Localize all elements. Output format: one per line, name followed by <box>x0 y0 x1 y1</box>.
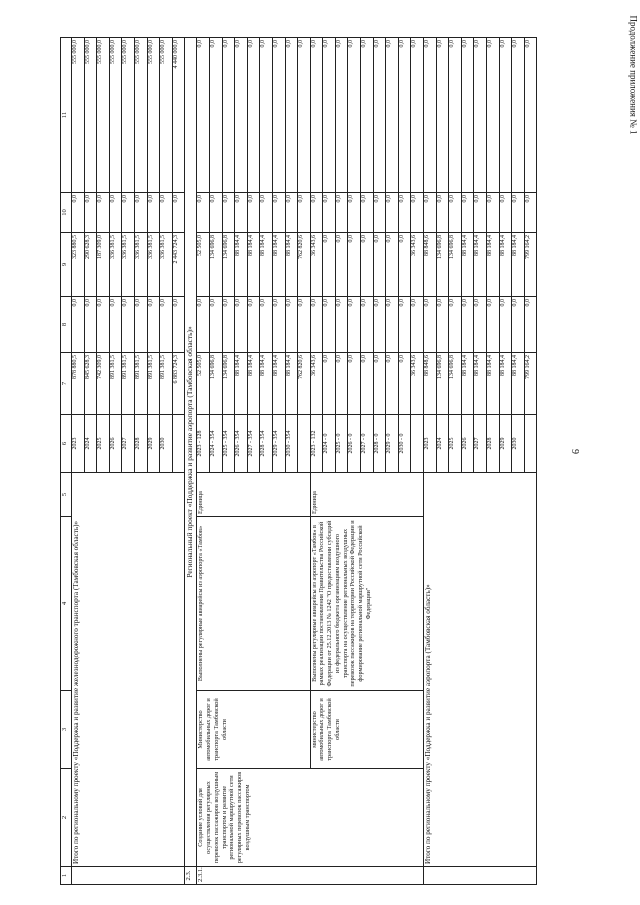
amount-cell: 0,0 <box>335 297 348 353</box>
year-cell: 2028 - 354 <box>260 415 273 473</box>
col-header: 2 <box>61 769 72 867</box>
amount-cell: 0,0 <box>361 193 374 233</box>
amount-cell: 0,0 <box>84 193 97 233</box>
amount-cell: 0,0 <box>84 297 97 353</box>
amount-cell: 0,0 <box>487 193 500 233</box>
year-cell: 2025 - 0 <box>335 415 348 473</box>
amount-cell: 36 343,6 <box>310 233 323 297</box>
amount-cell: 0,0 <box>474 38 487 193</box>
amount-cell: 0,0 <box>209 38 222 193</box>
amount-cell: 88 184,4 <box>487 353 500 415</box>
amount-cell: 88 184,4 <box>461 233 474 297</box>
amount-cell: 0,0 <box>386 38 399 193</box>
amount-cell: 0,0 <box>235 38 248 193</box>
amount-cell: 0,0 <box>373 297 386 353</box>
empty-cell <box>424 867 537 885</box>
amount-cell: 134 696,8 <box>449 233 462 297</box>
amount-cell: 891 381,5 <box>134 353 147 415</box>
amount-cell: 0,0 <box>323 193 336 233</box>
amount-cell: 0,0 <box>348 193 361 233</box>
amount-cell: 0,0 <box>398 193 411 233</box>
year-cell: 2029 <box>147 415 160 473</box>
amount-cell: 0,0 <box>260 297 273 353</box>
amount-cell: 88 184,4 <box>487 233 500 297</box>
item-row <box>197 38 210 885</box>
amount-cell: 0,0 <box>461 38 474 193</box>
amount-cell: 0,0 <box>323 353 336 415</box>
amount-cell: 0,0 <box>348 38 361 193</box>
year-cell: 2027 <box>122 415 135 473</box>
amount-cell: 0,0 <box>272 297 285 353</box>
amount-cell: 0,0 <box>209 297 222 353</box>
amount-cell: 36 343,6 <box>411 233 424 297</box>
amount-cell: 0,0 <box>197 38 210 193</box>
amount-cell: 88 184,4 <box>260 233 273 297</box>
amount-cell: 134 696,8 <box>209 353 222 415</box>
amount-cell: 0,0 <box>436 297 449 353</box>
amount-cell: 762 820,6 <box>298 353 311 415</box>
amount-cell: 36 343,6 <box>310 353 323 415</box>
amount-cell: 555 000,0 <box>84 38 97 193</box>
document-sheet <box>60 38 605 885</box>
amount-cell: 555 000,0 <box>160 38 173 193</box>
year-cell: 2025 - 354 <box>222 415 235 473</box>
amount-cell: 0,0 <box>72 297 85 353</box>
amount-cell: 0,0 <box>424 193 437 233</box>
amount-cell: 0,0 <box>285 38 298 193</box>
amount-cell: 0,0 <box>386 353 399 415</box>
amount-cell: 0,0 <box>411 193 424 233</box>
col-header: 7 <box>61 353 72 415</box>
year-cell: 2025 <box>97 415 110 473</box>
year-cell: 2023 <box>424 415 437 473</box>
amount-cell: 555 000,0 <box>147 38 160 193</box>
amount-cell: 0,0 <box>461 193 474 233</box>
amount-cell: 891 381,5 <box>160 353 173 415</box>
item-name: Создание условий для осуществления регулярных перевозок пассажиров воздушным транспортом и развитие региональной маршрутной сети регулярных перевозок пассажиров воздушным транспортом <box>197 769 424 867</box>
year-cell: 2026 - 0 <box>348 415 361 473</box>
year-cell: 2026 - 354 <box>235 415 248 473</box>
amount-cell: 336 381,5 <box>147 233 160 297</box>
amount-cell: 0,0 <box>147 193 160 233</box>
amount-cell: 336 381,5 <box>134 233 147 297</box>
year-cell: 2024 - 354 <box>209 415 222 473</box>
project-total-airport-label: Итого по региональному проекту «Поддержка и развитие аэропорта (Тамбовская область)» <box>424 473 537 867</box>
year-cell: 2028 <box>487 415 500 473</box>
year-cell: 2024 <box>84 415 97 473</box>
amount-cell: 0,0 <box>499 297 512 353</box>
amount-cell: 0,0 <box>524 38 537 193</box>
amount-cell: 555 000,0 <box>97 38 110 193</box>
col-header: 10 <box>61 193 72 233</box>
amount-cell: 0,0 <box>285 297 298 353</box>
year-cell: 2030 - 0 <box>398 415 411 473</box>
year-cell: 2026 <box>109 415 122 473</box>
amount-cell: 0,0 <box>235 297 248 353</box>
amount-cell: 0,0 <box>361 38 374 193</box>
amount-cell: 0,0 <box>348 297 361 353</box>
year-cell <box>411 415 424 473</box>
amount-cell: 0,0 <box>373 193 386 233</box>
column-number-row <box>61 38 72 885</box>
amount-cell: 88 184,4 <box>461 353 474 415</box>
amount-cell: 0,0 <box>499 193 512 233</box>
financing-table <box>60 37 537 885</box>
amount-cell: 88 184,4 <box>285 233 298 297</box>
amount-cell: 0,0 <box>97 193 110 233</box>
unit-cell: Единица <box>197 473 310 517</box>
amount-cell: 88 184,4 <box>474 233 487 297</box>
year-cell: 2030 - 354 <box>285 415 298 473</box>
amount-cell: 891 381,5 <box>147 353 160 415</box>
unit-cell: Единица <box>310 473 423 517</box>
result-cell: Выполнены регулярные авиарейсы из аэропорта «Тамбов» <box>197 517 310 691</box>
amount-cell: 0,0 <box>323 233 336 297</box>
year-cell: 2028 <box>134 415 147 473</box>
amount-cell: 52 505,0 <box>197 233 210 297</box>
amount-cell: 891 381,5 <box>109 353 122 415</box>
amount-cell: 0,0 <box>147 297 160 353</box>
amount-cell: 134 696,8 <box>436 353 449 415</box>
amount-cell: 323 880,5 <box>72 233 85 297</box>
amount-cell: 0,0 <box>272 38 285 193</box>
amount-cell: 0,0 <box>449 38 462 193</box>
amount-cell: 0,0 <box>172 193 185 233</box>
amount-cell: 555 000,0 <box>109 38 122 193</box>
section-number: 2.3. <box>185 867 197 885</box>
amount-cell: 0,0 <box>512 297 525 353</box>
amount-cell: 0,0 <box>222 38 235 193</box>
amount-cell: 0,0 <box>512 193 525 233</box>
amount-cell: 0,0 <box>398 297 411 353</box>
amount-cell: 0,0 <box>298 38 311 193</box>
amount-cell: 0,0 <box>436 38 449 193</box>
amount-cell: 742 309,0 <box>97 353 110 415</box>
year-cell <box>524 415 537 473</box>
amount-cell: 555 000,0 <box>122 38 135 193</box>
amount-cell: 0,0 <box>247 297 260 353</box>
amount-cell: 0,0 <box>361 297 374 353</box>
appendix-continuation-title: Продолжение приложения № 1 <box>628 15 639 135</box>
executor-cell: министерство автомобильных дорог и транспорта Тамбовской области <box>310 691 423 769</box>
amount-cell: 799 164,2 <box>524 233 537 297</box>
amount-cell: 0,0 <box>298 297 311 353</box>
amount-cell: 0,0 <box>323 297 336 353</box>
amount-cell: 134 696,8 <box>209 233 222 297</box>
project-total-railway-row <box>72 38 85 885</box>
amount-cell: 0,0 <box>160 297 173 353</box>
amount-cell: 0,0 <box>247 193 260 233</box>
section-header-row <box>185 38 197 885</box>
amount-cell: 0,0 <box>449 297 462 353</box>
amount-cell: 88 184,4 <box>260 353 273 415</box>
project-total-airport-row <box>424 38 437 885</box>
year-cell: 2025 <box>449 415 462 473</box>
year-cell: 2030 <box>160 415 173 473</box>
amount-cell: 134 696,8 <box>222 353 235 415</box>
amount-cell: 0,0 <box>373 233 386 297</box>
amount-cell: 52 505,0 <box>197 353 210 415</box>
amount-cell: 0,0 <box>386 297 399 353</box>
amount-cell: 0,0 <box>134 193 147 233</box>
amount-cell: 134 696,8 <box>436 233 449 297</box>
amount-cell: 0,0 <box>361 233 374 297</box>
empty-cell <box>72 867 185 885</box>
amount-cell: 0,0 <box>247 38 260 193</box>
amount-cell: 799 164,2 <box>524 353 537 415</box>
executor-cell: Министерство автомобильных дорог и транспорта Тамбовской области <box>197 691 310 769</box>
amount-cell: 88 184,4 <box>499 233 512 297</box>
amount-cell: 0,0 <box>398 38 411 193</box>
amount-cell: 0,0 <box>398 233 411 297</box>
page-number: 9 <box>569 449 580 454</box>
year-cell <box>172 415 185 473</box>
amount-cell: 36 343,6 <box>411 353 424 415</box>
col-header: 1 <box>61 867 72 885</box>
year-cell: 2024 <box>436 415 449 473</box>
amount-cell: 0,0 <box>411 297 424 353</box>
amount-cell: 0,0 <box>474 297 487 353</box>
amount-cell: 88 184,4 <box>499 353 512 415</box>
amount-cell: 0,0 <box>487 297 500 353</box>
amount-cell: 0,0 <box>348 233 361 297</box>
amount-cell: 0,0 <box>109 297 122 353</box>
amount-cell: 88 184,4 <box>235 353 248 415</box>
amount-cell: 0,0 <box>487 38 500 193</box>
amount-cell: 0,0 <box>235 193 248 233</box>
col-header: 9 <box>61 233 72 297</box>
amount-cell: 4 440 000,0 <box>172 38 185 193</box>
amount-cell: 0,0 <box>109 193 122 233</box>
amount-cell: 0,0 <box>386 193 399 233</box>
amount-cell: 88 184,4 <box>272 353 285 415</box>
amount-cell: 0,0 <box>222 193 235 233</box>
amount-cell: 187 309,0 <box>97 233 110 297</box>
amount-cell: 0,0 <box>310 193 323 233</box>
amount-cell: 0,0 <box>424 38 437 193</box>
col-header: 3 <box>61 691 72 769</box>
amount-cell: 0,0 <box>436 193 449 233</box>
year-cell: 2023 <box>72 415 85 473</box>
amount-cell: 0,0 <box>398 353 411 415</box>
amount-cell: 0,0 <box>134 297 147 353</box>
amount-cell: 0,0 <box>323 38 336 193</box>
amount-cell: 336 381,5 <box>160 233 173 297</box>
amount-cell: 555 000,0 <box>134 38 147 193</box>
amount-cell: 0,0 <box>335 353 348 415</box>
year-cell: 2027 <box>474 415 487 473</box>
year-cell: 2027 - 0 <box>361 415 374 473</box>
year-cell <box>298 415 311 473</box>
amount-cell: 0,0 <box>373 353 386 415</box>
amount-cell: 762 820,6 <box>298 233 311 297</box>
amount-cell: 0,0 <box>209 193 222 233</box>
amount-cell: 555 000,0 <box>72 38 85 193</box>
amount-cell: 0,0 <box>97 297 110 353</box>
amount-cell: 0,0 <box>386 233 399 297</box>
year-cell: 2027 - 354 <box>247 415 260 473</box>
col-header: 11 <box>61 38 72 193</box>
amount-cell: 88 184,4 <box>247 353 260 415</box>
amount-cell: 0,0 <box>197 193 210 233</box>
amount-cell: 0,0 <box>160 193 173 233</box>
amount-cell: 0,0 <box>335 193 348 233</box>
col-header: 5 <box>61 473 72 517</box>
amount-cell: 878 880,5 <box>72 353 85 415</box>
amount-cell: 0,0 <box>222 297 235 353</box>
amount-cell: 88 848,6 <box>424 353 437 415</box>
amount-cell: 845 628,3 <box>84 353 97 415</box>
year-cell: 2029 - 354 <box>272 415 285 473</box>
amount-cell: 88 184,4 <box>474 353 487 415</box>
amount-cell: 0,0 <box>461 297 474 353</box>
amount-cell: 134 696,8 <box>449 353 462 415</box>
amount-cell: 0,0 <box>524 297 537 353</box>
amount-cell: 0,0 <box>260 193 273 233</box>
amount-cell: 0,0 <box>122 297 135 353</box>
amount-cell: 0,0 <box>373 38 386 193</box>
amount-cell: 6 883 724,3 <box>172 353 185 415</box>
col-header: 8 <box>61 297 72 353</box>
amount-cell: 336 381,5 <box>109 233 122 297</box>
result-cell: Выполнены регулярные авиарейсы из аэропорт «Тамбов» в рамках реализации постановления Правительства Российской Федерации от 25.12.2013 № 1242 "О предоставлении субсидий из федерального бюджета организациям воздушного транспорта на осуществление региональных воздушных перевозок пассажиров на территории Российской Федерации и формирование региональной маршрутной сети Российской Федерации" <box>310 517 423 691</box>
amount-cell: 0,0 <box>335 233 348 297</box>
amount-cell: 0,0 <box>524 193 537 233</box>
amount-cell: 88 184,4 <box>512 353 525 415</box>
amount-cell: 336 381,5 <box>122 233 135 297</box>
amount-cell: 88 184,4 <box>272 233 285 297</box>
amount-cell: 88 848,6 <box>424 233 437 297</box>
amount-cell: 0,0 <box>335 38 348 193</box>
amount-cell: 0,0 <box>424 297 437 353</box>
year-cell: 2029 - 0 <box>386 415 399 473</box>
col-header: 4 <box>61 517 72 691</box>
rotated-table-wrapper <box>60 38 605 885</box>
amount-cell: 0,0 <box>512 38 525 193</box>
amount-cell: 0,0 <box>272 193 285 233</box>
amount-cell: 0,0 <box>348 353 361 415</box>
amount-cell: 2 443 724,3 <box>172 233 185 297</box>
amount-cell: 88 184,4 <box>247 233 260 297</box>
amount-cell: 0,0 <box>260 38 273 193</box>
year-cell: 2030 <box>512 415 525 473</box>
amount-cell: 290 628,3 <box>84 233 97 297</box>
project-total-railway-label: Итого по региональному проекту «Поддержка и развитие железнодорожного транспорта (Тамбовская область)» <box>72 473 185 867</box>
year-cell: 2024 - 0 <box>323 415 336 473</box>
section-title: Региональный проект «Поддержка и развитие аэропорта (Тамбовская область)» <box>185 38 197 867</box>
amount-cell: 0,0 <box>361 353 374 415</box>
year-cell: 2023 - 128 <box>197 415 210 473</box>
year-cell: 2029 <box>499 415 512 473</box>
amount-cell: 891 381,5 <box>122 353 135 415</box>
amount-cell: 0,0 <box>449 193 462 233</box>
item-row <box>310 38 323 885</box>
amount-cell: 0,0 <box>285 193 298 233</box>
amount-cell: 88 184,4 <box>512 233 525 297</box>
year-cell: 2023 - 132 <box>310 415 323 473</box>
amount-cell: 0,0 <box>197 297 210 353</box>
amount-cell: 0,0 <box>499 38 512 193</box>
amount-cell: 0,0 <box>474 193 487 233</box>
amount-cell: 88 184,4 <box>235 233 248 297</box>
col-header: 6 <box>61 415 72 473</box>
amount-cell: 0,0 <box>310 38 323 193</box>
amount-cell: 0,0 <box>298 193 311 233</box>
amount-cell: 88 184,4 <box>285 353 298 415</box>
amount-cell: 0,0 <box>310 297 323 353</box>
item-number: 2.3.1. <box>197 867 424 885</box>
year-cell: 2026 <box>461 415 474 473</box>
amount-cell: 0,0 <box>72 193 85 233</box>
year-cell: 2028 - 0 <box>373 415 386 473</box>
amount-cell: 0,0 <box>172 297 185 353</box>
amount-cell: 0,0 <box>411 38 424 193</box>
amount-cell: 0,0 <box>122 193 135 233</box>
amount-cell: 134 696,8 <box>222 233 235 297</box>
